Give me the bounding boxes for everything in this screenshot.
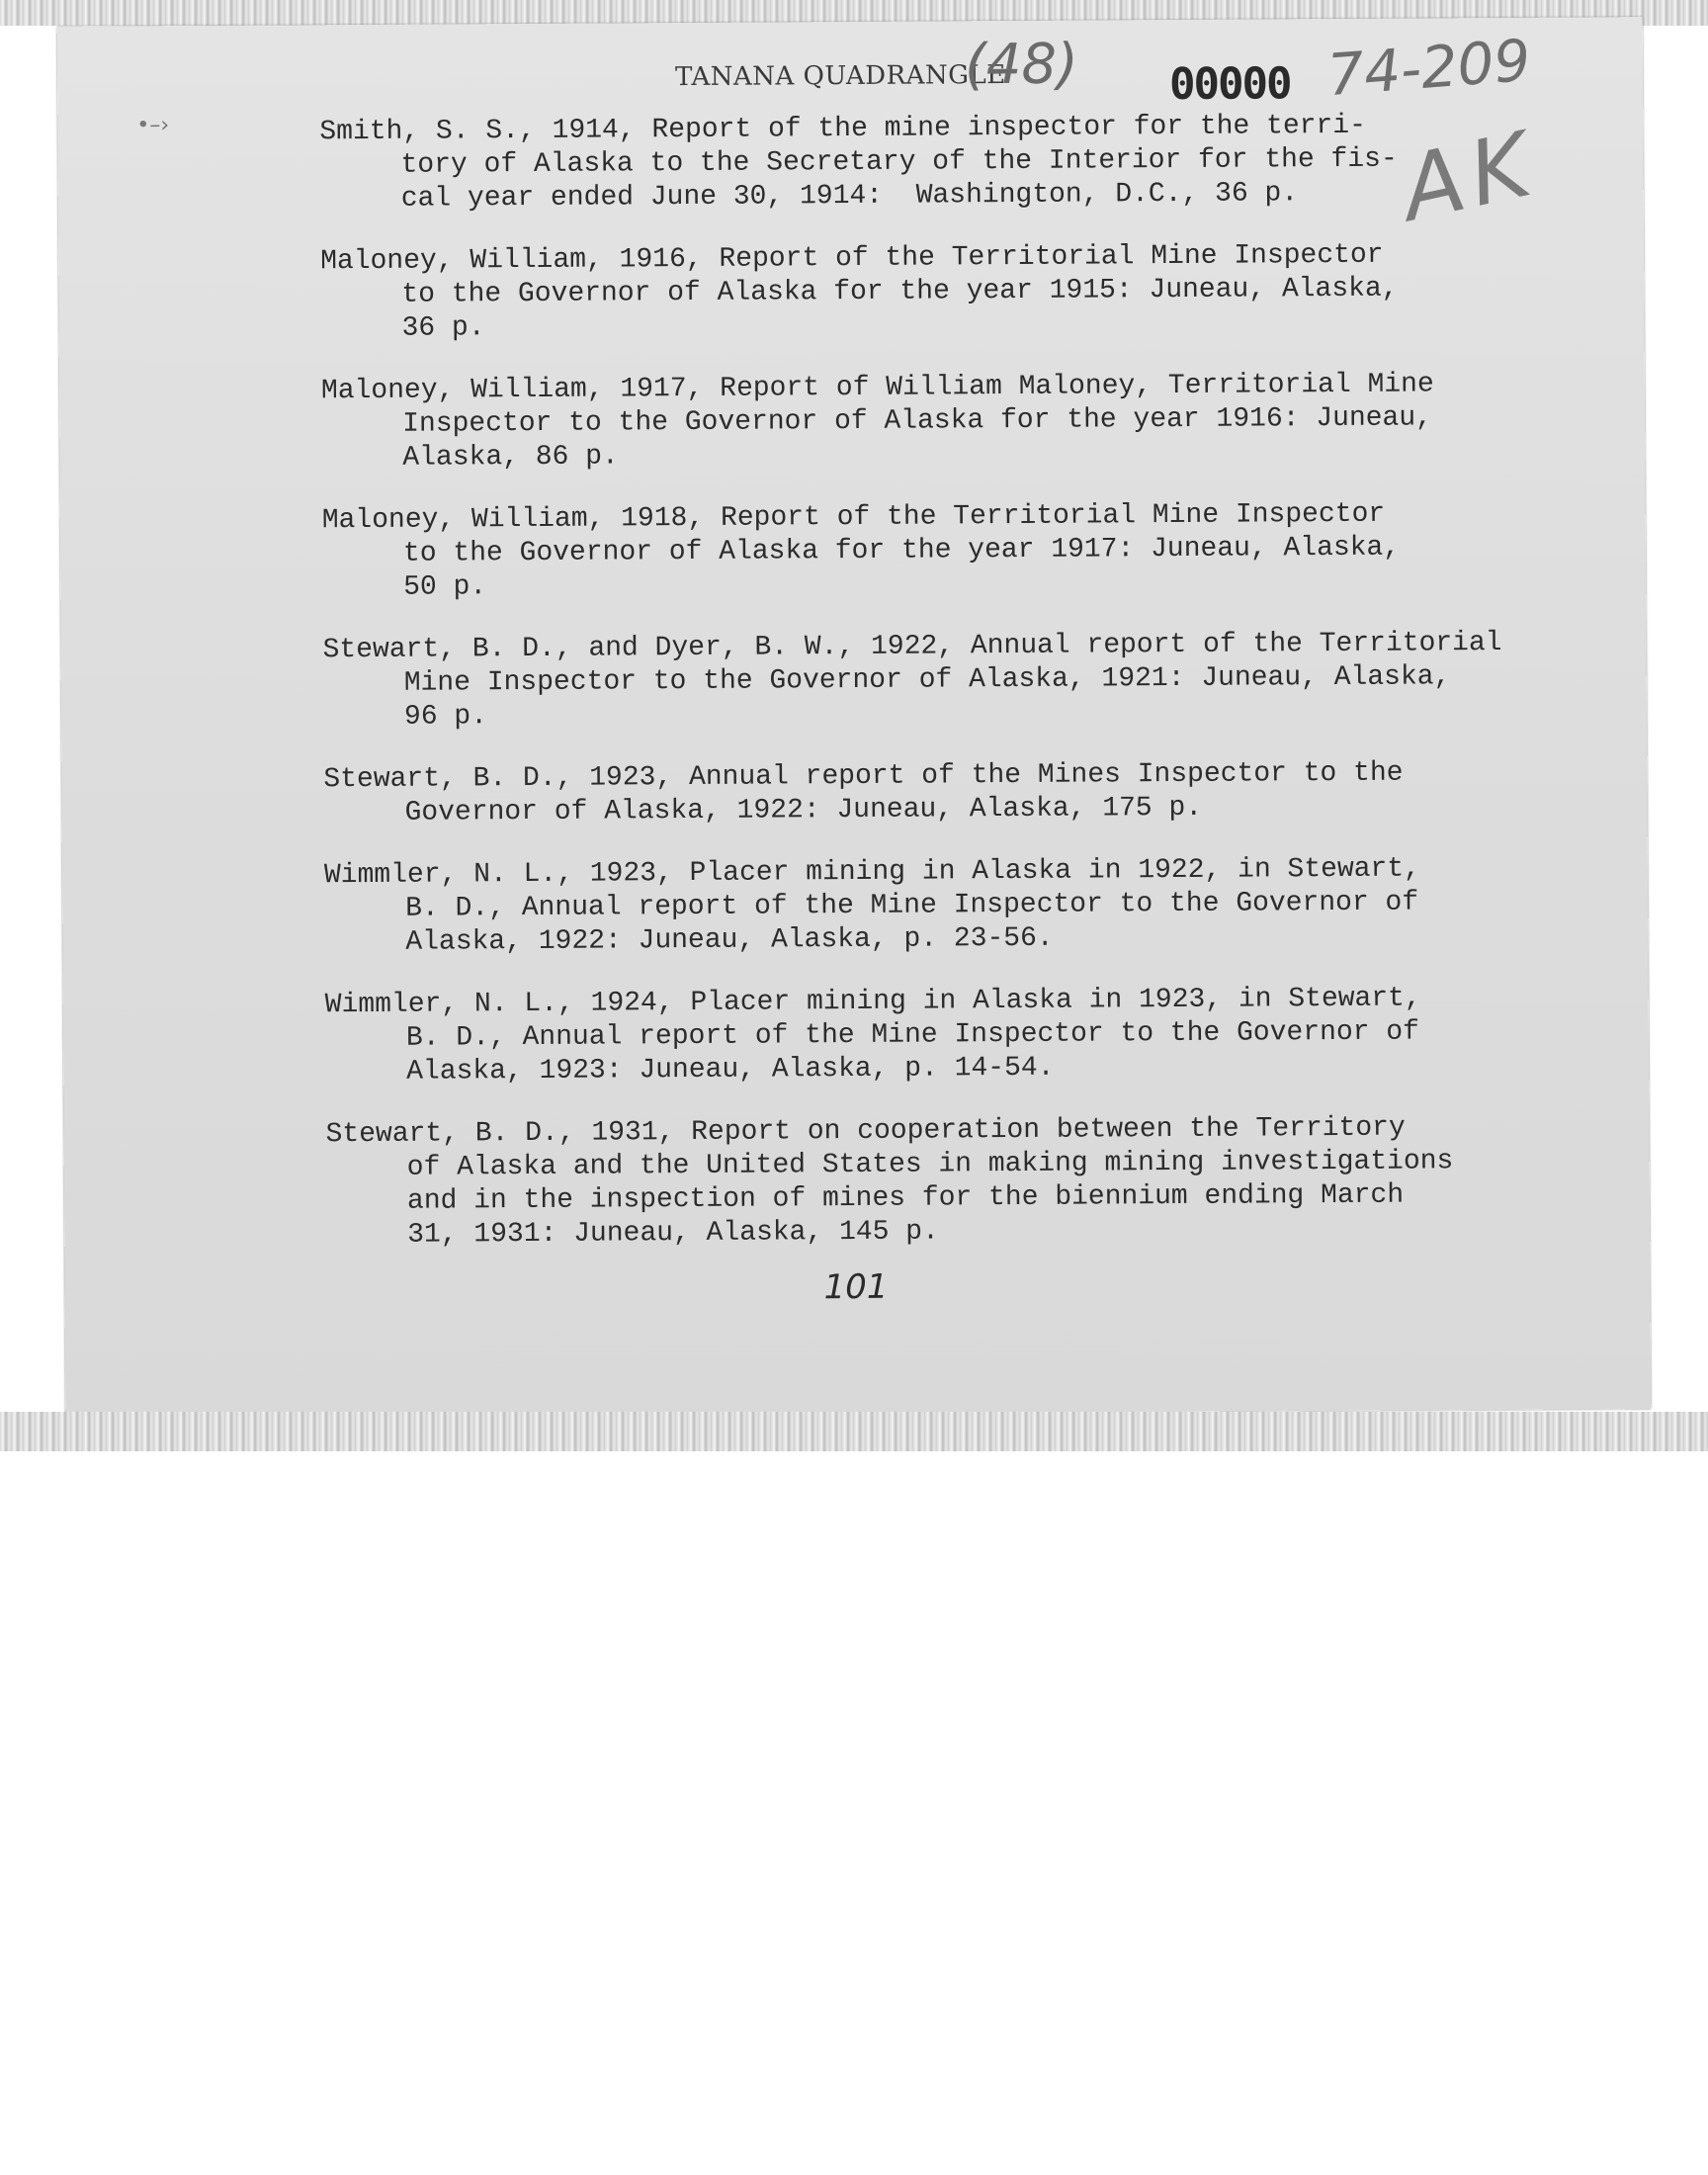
- index-card: [57, 17, 1652, 1419]
- entry-line: Stewart, B. D., 1931, Report on cooperation between the Territory: [325, 1112, 1406, 1151]
- reference-entry: [325, 981, 1601, 1089]
- scan-edge-bottom: [0, 1412, 1708, 1451]
- entry-line: and in the inspection of mines for the biennium ending March: [406, 1179, 1405, 1217]
- entry-line: Inspector to the Governor of Alaska for the year 1916: Juneau,: [402, 402, 1433, 440]
- entry-line: B. D., Annual report of the Mine Inspector to the Governor of: [405, 1016, 1420, 1054]
- entry-line: Wimmler, N. L., 1923, Placer mining in Alaska in 1922, in Stewart,: [323, 853, 1421, 892]
- reference-entry: [320, 237, 1596, 346]
- card-title: TANANA QUADRANGLE: [674, 60, 1006, 93]
- entry-line: Alaska, 86 p.: [402, 441, 619, 474]
- entry-line: Smith, S. S., 1914, Report of the mine inspector for the terri-: [319, 110, 1367, 148]
- entry-line: B. D., Annual report of the Mine Inspector to the Governor of: [405, 887, 1419, 924]
- entry-line: to the Governor of Alaska for the year 1917: Juneau, Alaska,: [402, 532, 1401, 569]
- entry-line: to the Governor of Alaska for the year 1915: Juneau, Alaska,: [401, 273, 1399, 310]
- reference-entry: [323, 755, 1598, 830]
- entry-line: Stewart, B. D., and Dyer, B. W., 1922, Annual report of the Territorial: [322, 627, 1502, 666]
- reference-entry: [321, 367, 1597, 476]
- reference-list: [319, 108, 1601, 1281]
- page-number: 101: [823, 1266, 889, 1308]
- entry-line: 31, 1931: Juneau, Alaska, 145 p.: [407, 1216, 939, 1251]
- stamped-number: 00000: [1168, 58, 1291, 111]
- pencil-mark: •–›: [136, 113, 170, 138]
- reference-entry: [322, 496, 1598, 605]
- reference-entry: [324, 851, 1600, 960]
- entry-line: tory of Alaska to the Secretary of the Interior for the fis-: [400, 143, 1398, 181]
- entry-line: Mine Inspector to the Governor of Alaska, 1921: Juneau, Alaska,: [403, 661, 1451, 699]
- entry-line: Alaska, 1923: Juneau, Alaska, p. 14-54.: [406, 1052, 1055, 1088]
- entry-line: Maloney, William, 1916, Report of the Territorial Mine Inspector: [320, 239, 1384, 278]
- entry-line: Alaska, 1922: Juneau, Alaska, p. 23-56.: [405, 922, 1054, 958]
- reference-entry: [322, 626, 1598, 735]
- entry-line: Governor of Alaska, 1922: Juneau, Alaska, 175 p.: [404, 792, 1203, 828]
- handwritten-number: (48): [964, 32, 1079, 98]
- reference-entry: [325, 1110, 1601, 1253]
- entry-line: 36 p.: [401, 312, 485, 344]
- reference-entry: [319, 108, 1595, 217]
- entry-line: 50 p.: [403, 571, 487, 603]
- handwritten-code: 74-209: [1324, 26, 1533, 110]
- handwritten-state: AK: [1393, 111, 1547, 242]
- entry-line: of Alaska and the United States in making mining investigations: [406, 1146, 1454, 1183]
- entry-line: Stewart, B. D., 1923, Annual report of the Mines Inspector to the: [323, 757, 1404, 796]
- entry-line: 96 p.: [403, 701, 488, 733]
- entry-line: cal year ended June 30, 1914: Washington, D.C., 36 p.: [400, 178, 1299, 215]
- entry-line: Wimmler, N. L., 1924, Placer mining in Alaska in 1923, in Stewart,: [324, 983, 1421, 1021]
- entry-line: Maloney, William, 1917, Report of William Maloney, Territorial Mine: [320, 369, 1434, 407]
- entry-line: Maloney, William, 1918, Report of the Territorial Mine Inspector: [321, 498, 1386, 537]
